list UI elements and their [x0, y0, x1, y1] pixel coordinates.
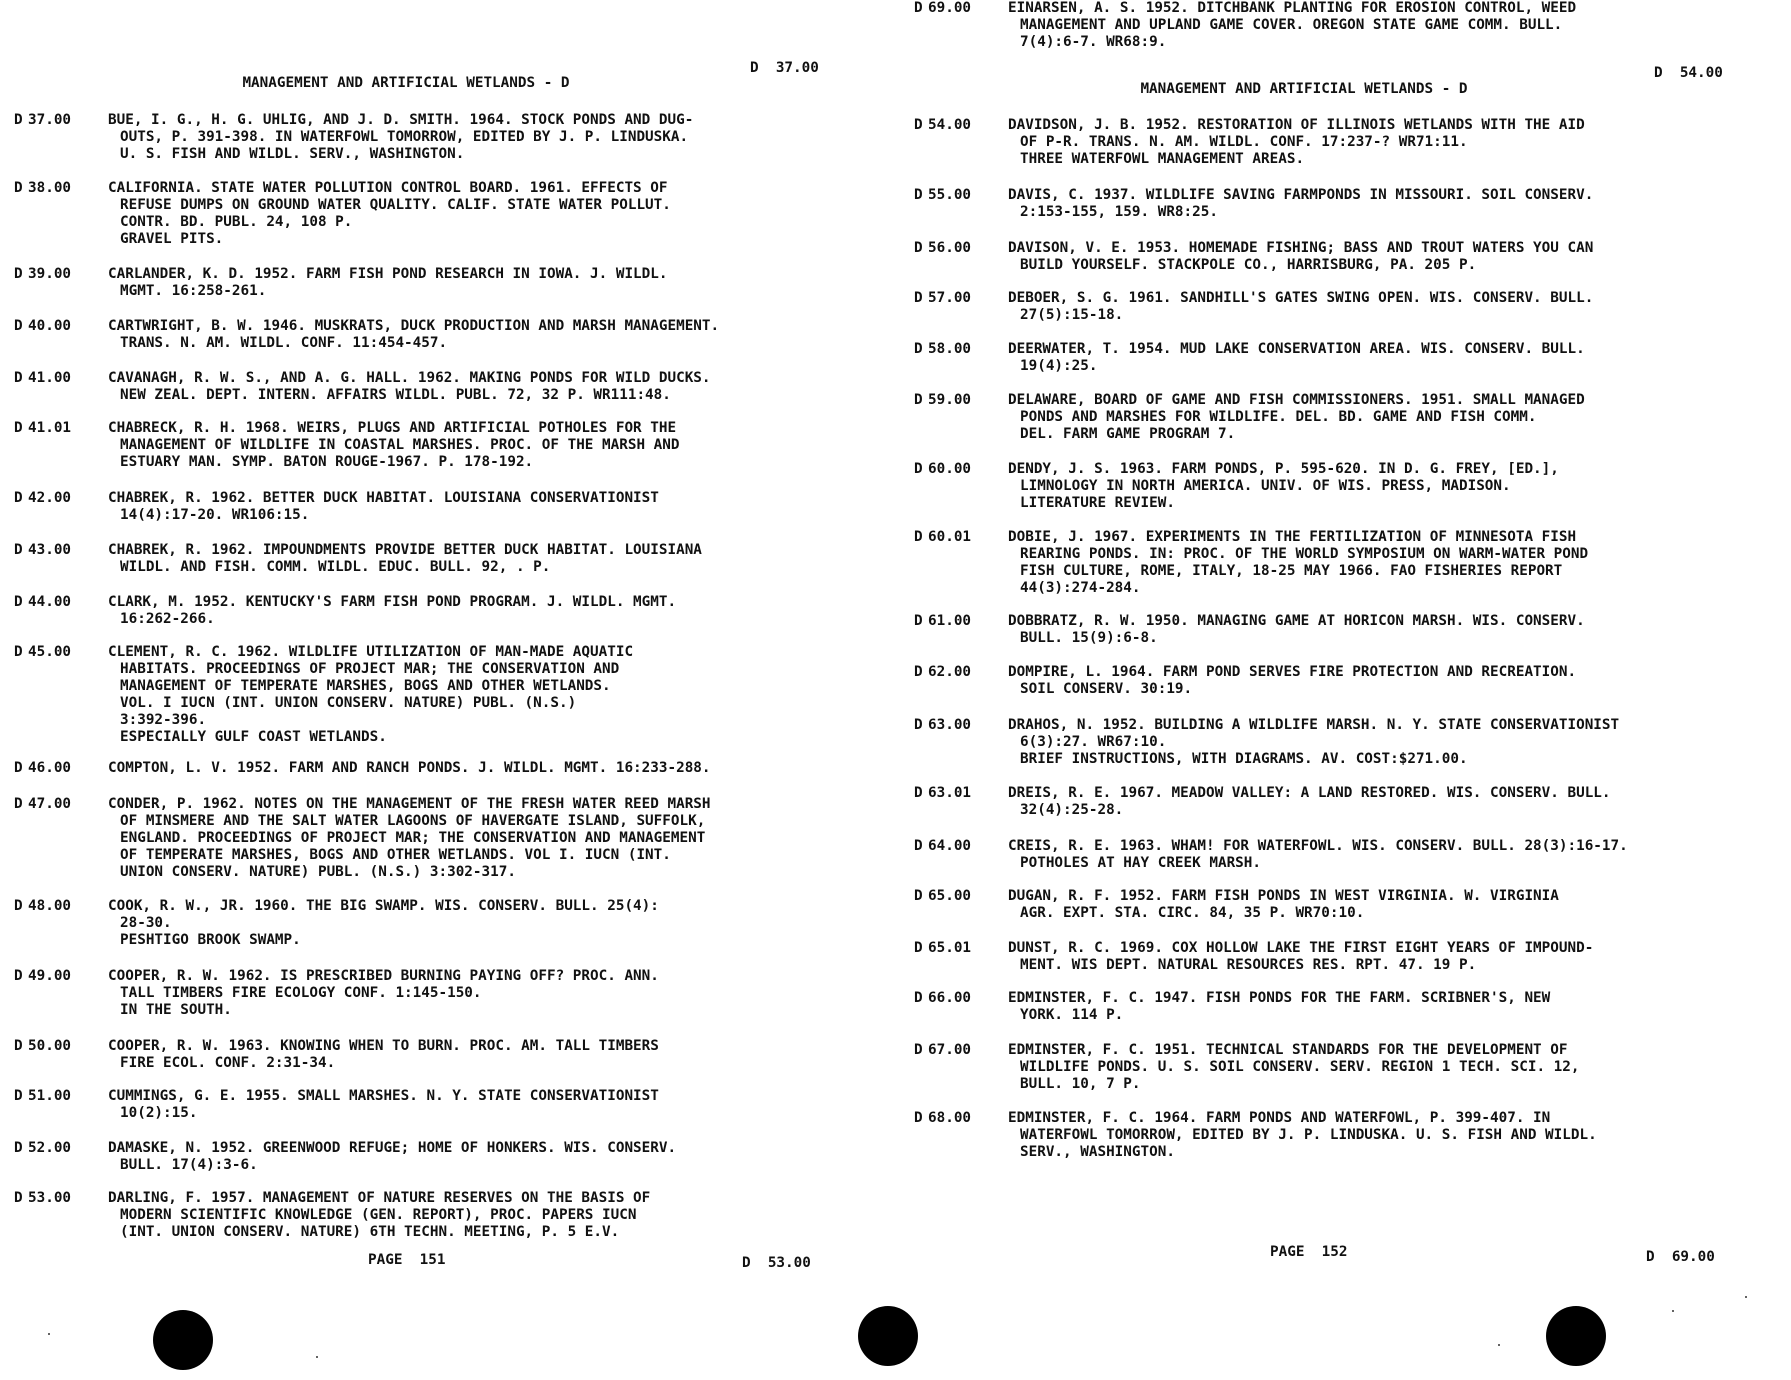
citation-line: CONDER, P. 1962. NOTES ON THE MANAGEMENT OF THE FRESH WATER REED MARSH: [108, 796, 711, 812]
entry-citation: [108, 266, 667, 300]
entry-number: 64.00: [928, 838, 972, 854]
entry-number: 50.00: [28, 1038, 72, 1054]
entry-section-mark: D: [14, 1088, 23, 1104]
citation-line: CUMMINGS, G. E. 1955. SMALL MARSHES. N. Y. STATE CONSERVATIONIST: [108, 1088, 659, 1104]
entry-section-mark: D: [914, 240, 923, 256]
entry-section-mark: D: [14, 594, 23, 610]
citation-line: COOPER, R. W. 1963. KNOWING WHEN TO BURN. PROC. AM. TALL TIMBERS: [108, 1038, 659, 1054]
entry-section-mark: D: [14, 266, 23, 282]
scan-speck: [1498, 1344, 1500, 1346]
entry-citation: [1008, 240, 1593, 274]
entry-section-mark: D: [14, 760, 23, 776]
binder-hole-center: [858, 1306, 918, 1366]
citation-line: DOBIE, J. 1967. EXPERIMENTS IN THE FERTILIZATION OF MINNESOTA FISH: [1008, 529, 1577, 545]
citation-line: DOBBRATZ, R. W. 1950. MANAGING GAME AT HORICON MARSH. WIS. CONSERV.: [1008, 613, 1585, 629]
entry-section-mark: D: [914, 940, 923, 956]
citation-line: EINARSEN, A. S. 1952. DITCHBANK PLANTING FOR EROSION CONTROL, WEED: [1008, 0, 1577, 16]
entry-section-mark: D: [914, 290, 923, 306]
entry-citation: [108, 1038, 659, 1072]
entry-number: 55.00: [928, 187, 972, 203]
entry-number: 45.00: [28, 644, 72, 660]
left-header-title: MANAGEMENT AND ARTIFICIAL WETLANDS - D: [242, 75, 570, 91]
citation-note: THREE WATERFOWL MANAGEMENT AREAS.: [1020, 151, 1305, 167]
right-page-header: [1106, 64, 1468, 97]
scan-speck: [1745, 1296, 1747, 1298]
entry-citation: [108, 1140, 676, 1174]
citation-line: TALL TIMBERS FIRE ECOLOGY CONF. 1:145-150.: [120, 985, 482, 1001]
entry-number: 48.00: [28, 898, 72, 914]
citation-line: DARLING, F. 1957. MANAGEMENT OF NATURE RESERVES ON THE BASIS OF: [108, 1190, 651, 1206]
citation-line: CARTWRIGHT, B. W. 1946. MUSKRATS, DUCK PRODUCTION AND MARSH MANAGEMENT.: [108, 318, 720, 334]
citation-line: SERV., WASHINGTON.: [1020, 1144, 1175, 1160]
entry-number: 41.01: [28, 420, 72, 436]
entry-section-mark: D: [14, 796, 23, 812]
entry-citation: [1008, 1042, 1579, 1093]
citation-line: MANAGEMENT OF WILDLIFE IN COASTAL MARSHES. PROC. OF THE MARSH AND: [120, 437, 680, 453]
citation-line: SOIL CONSERV. 30:19.: [1020, 681, 1193, 697]
entry-number: 38.00: [28, 180, 72, 196]
entry-citation: [108, 420, 679, 471]
citation-line: DAMASKE, N. 1952. GREENWOOD REFUGE; HOME OF HONKERS. WIS. CONSERV.: [108, 1140, 677, 1156]
citation-line: DRAHOS, N. 1952. BUILDING A WILDLIFE MARSH. N. Y. STATE CONSERVATIONIST: [1008, 717, 1620, 733]
citation-line: COOPER, R. W. 1962. IS PRESCRIBED BURNING PAYING OFF? PROC. ANN.: [108, 968, 659, 984]
citation-line: BUILD YOURSELF. STACKPOLE CO., HARRISBURG, PA. 205 P.: [1020, 257, 1477, 273]
citation-note: PESHTIGO BROOK SWAMP.: [120, 932, 301, 948]
entry-section-mark: D: [14, 112, 23, 128]
entry-citation: [108, 760, 711, 777]
citation-line: (INT. UNION CONSERV. NATURE) 6TH TECHN. MEETING, P. 5 E.V.: [120, 1224, 620, 1240]
entry-section-mark: D: [14, 318, 23, 334]
citation-line: 27(5):15-18.: [1020, 307, 1124, 323]
citation-line: DUNST, R. C. 1969. COX HOLLOW LAKE THE FIRST EIGHT YEARS OF IMPOUND-: [1008, 940, 1594, 956]
citation-line: DOMPIRE, L. 1964. FARM POND SERVES FIRE PROTECTION AND RECREATION.: [1008, 664, 1577, 680]
citation-line: FISH CULTURE, ROME, ITALY, 18-25 MAY 1966. FAO FISHERIES REPORT: [1020, 563, 1563, 579]
entry-section-mark: D: [14, 644, 23, 660]
citation-line: DAVIS, C. 1937. WILDLIFE SAVING FARMPONDS IN MISSOURI. SOIL CONSERV.: [1008, 187, 1594, 203]
right-footer-code: D 69.00: [1646, 1249, 1715, 1265]
citation-line: 16:262-266.: [120, 611, 215, 627]
entry-section-mark: D: [14, 370, 23, 386]
citation-line: EDMINSTER, F. C. 1951. TECHNICAL STANDARDS FOR THE DEVELOPMENT OF: [1008, 1042, 1568, 1058]
entry-number: 69.00: [928, 0, 972, 16]
citation-line: CHABREK, R. 1962. BETTER DUCK HABITAT. LOUISIANA CONSERVATIONIST: [108, 490, 659, 506]
right-header-title: MANAGEMENT AND ARTIFICIAL WETLANDS - D: [1140, 81, 1468, 97]
scan-speck: [316, 1356, 318, 1358]
entry-section-mark: D: [914, 785, 923, 801]
citation-line: 19(4):25.: [1020, 358, 1098, 374]
entry-number: 53.00: [28, 1190, 72, 1206]
citation-line: U. S. FISH AND WILDL. SERV., WASHINGTON.: [120, 146, 465, 162]
right-header-code: D 54.00: [1654, 65, 1723, 81]
entry-number: 67.00: [928, 1042, 972, 1058]
entry-number: 39.00: [28, 266, 72, 282]
binder-hole-left: [153, 1310, 213, 1370]
entry-citation: [1008, 613, 1585, 647]
entry-citation: [1008, 717, 1619, 768]
entry-number: 47.00: [28, 796, 72, 812]
entry-citation: [108, 542, 702, 576]
right-footer-page: PAGE 152: [1270, 1244, 1348, 1260]
entry-section-mark: D: [914, 0, 923, 16]
entry-citation: [108, 1088, 659, 1122]
entry-citation: [108, 796, 711, 881]
citation-line: HABITATS. PROCEEDINGS OF PROJECT MAR; THE CONSERVATION AND: [120, 661, 620, 677]
citation-line: ENGLAND. PROCEEDINGS OF PROJECT MAR; THE CONSERVATION AND MANAGEMENT: [120, 830, 706, 846]
entry-citation: [108, 318, 719, 352]
citation-line: CAVANAGH, R. W. S., AND A. G. HALL. 1962. MAKING PONDS FOR WILD DUCKS.: [108, 370, 711, 386]
entry-citation: [108, 968, 659, 1019]
entry-number: 65.01: [928, 940, 972, 956]
citation-line: 3:392-396.: [120, 712, 207, 728]
entry-section-mark: D: [14, 542, 23, 558]
citation-line: OF TEMPERATE MARSHES, BOGS AND OTHER WETLANDS. VOL I. IUCN (INT.: [120, 847, 671, 863]
entry-number: 43.00: [28, 542, 72, 558]
citation-line: 44(3):274-284.: [1020, 580, 1141, 596]
entry-section-mark: D: [914, 392, 923, 408]
entry-citation: [1008, 290, 1593, 324]
entry-section-mark: D: [14, 420, 23, 436]
entry-number: 37.00: [28, 112, 72, 128]
citation-line: 7(4):6-7. WR68:9.: [1020, 34, 1167, 50]
entry-citation: [1008, 838, 1628, 872]
entry-number: 60.01: [928, 529, 972, 545]
citation-line: EDMINSTER, F. C. 1964. FARM PONDS AND WATERFOWL, P. 399-407. IN: [1008, 1110, 1551, 1126]
entry-citation: [1008, 785, 1611, 819]
citation-line: WILDLIFE PONDS. U. S. SOIL CONSERV. SERV. REGION 1 TECH. SCI. 12,: [1020, 1059, 1580, 1075]
citation-line: UNION CONSERV. NATURE) PUBL. (N.S.) 3:302-317.: [120, 864, 516, 880]
entry-section-mark: D: [14, 1190, 23, 1206]
citation-line: FIRE ECOL. CONF. 2:31-34.: [120, 1055, 336, 1071]
entry-citation: [108, 594, 676, 628]
entry-section-mark: D: [914, 529, 923, 545]
citation-note: BRIEF INSTRUCTIONS, WITH DIAGRAMS. AV. COST:$271.00.: [1020, 751, 1468, 767]
entry-number: 49.00: [28, 968, 72, 984]
citation-line: OF P-R. TRANS. N. AM. WILDL. CONF. 17:237-? WR71:11.: [1020, 134, 1468, 150]
citation-line: BULL. 10, 7 P.: [1020, 1076, 1141, 1092]
citation-line: OUTS, P. 391-398. IN WATERFOWL TOMORROW, EDITED BY J. P. LINDUSKA.: [120, 129, 689, 145]
citation-line: 28-30.: [120, 915, 172, 931]
entry-citation: [1008, 664, 1576, 698]
citation-line: OF MINSMERE AND THE SALT WATER LAGOONS OF HAVERGATE ISLAND, SUFFOLK,: [120, 813, 706, 829]
entry-section-mark: D: [914, 717, 923, 733]
citation-line: NEW ZEAL. DEPT. INTERN. AFFAIRS WILDL. PUBL. 72, 32 P. WR111:48.: [120, 387, 671, 403]
left-footer-page: PAGE 151: [368, 1252, 446, 1268]
entry-number: 56.00: [928, 240, 972, 256]
entry-citation: [1008, 461, 1559, 512]
entry-section-mark: D: [914, 990, 923, 1006]
citation-line: 2:153-155, 159. WR8:25.: [1020, 204, 1218, 220]
citation-line: CARLANDER, K. D. 1952. FARM FISH POND RESEARCH IN IOWA. J. WILDL.: [108, 266, 668, 282]
entry-section-mark: D: [914, 1110, 923, 1126]
citation-line: YORK. 114 P.: [1020, 1007, 1124, 1023]
citation-line: DENDY, J. S. 1963. FARM PONDS, P. 595-620. IN D. G. FREY, [ED.],: [1008, 461, 1559, 477]
entry-section-mark: D: [14, 898, 23, 914]
entry-number: 44.00: [28, 594, 72, 610]
entry-number: 58.00: [928, 341, 972, 357]
citation-line: MODERN SCIENTIFIC KNOWLEDGE (GEN. REPORT), PROC. PAPERS IUCN: [120, 1207, 637, 1223]
citation-line: PONDS AND MARSHES FOR WILDLIFE. DEL. BD. GAME AND FISH COMM.: [1020, 409, 1537, 425]
entry-number: 54.00: [928, 117, 972, 133]
entry-number: 60.00: [928, 461, 972, 477]
citation-line: LIMNOLOGY IN NORTH AMERICA. UNIV. OF WIS. PRESS, MADISON.: [1020, 478, 1511, 494]
citation-line: COOK, R. W., JR. 1960. THE BIG SWAMP. WIS. CONSERV. BULL. 25(4):: [108, 898, 659, 914]
citation-line: VOL. I IUCN (INT. UNION CONSERV. NATURE) PUBL. (N.S.): [120, 695, 577, 711]
citation-note: ESPECIALLY GULF COAST WETLANDS.: [120, 729, 387, 745]
citation-line: DUGAN, R. F. 1952. FARM FISH PONDS IN WEST VIRGINIA. W. VIRGINIA: [1008, 888, 1559, 904]
entry-number: 57.00: [928, 290, 972, 306]
entry-number: 68.00: [928, 1110, 972, 1126]
citation-line: CONTR. BD. PUBL. 24, 108 P.: [120, 214, 353, 230]
entry-citation: [108, 1190, 650, 1241]
entry-number: 66.00: [928, 990, 972, 1006]
entry-citation: [108, 644, 633, 746]
binder-hole-right: [1546, 1306, 1606, 1366]
citation-line: ESTUARY MAN. SYMP. BATON ROUGE-1967. P. 178-192.: [120, 454, 534, 470]
entry-citation: [1008, 1110, 1597, 1161]
entry-number: 62.00: [928, 664, 972, 680]
citation-line: REARING PONDS. IN: PROC. OF THE WORLD SYMPOSIUM ON WARM-WATER POND: [1020, 546, 1589, 562]
left-footer-code: D 53.00: [742, 1255, 811, 1271]
left-page-header: [208, 58, 570, 91]
entry-section-mark: D: [14, 1038, 23, 1054]
entry-citation: [1008, 341, 1585, 375]
entry-section-mark: D: [914, 1042, 923, 1058]
entry-number: 40.00: [28, 318, 72, 334]
citation-line: COMPTON, L. V. 1952. FARM AND RANCH PONDS. J. WILDL. MGMT. 16:233-288.: [108, 760, 711, 776]
citation-line: CHABREK, R. 1962. IMPOUNDMENTS PROVIDE BETTER DUCK HABITAT. LOUISIANA: [108, 542, 702, 558]
entry-section-mark: D: [914, 461, 923, 477]
citation-line: BULL. 17(4):3-6.: [120, 1157, 258, 1173]
citation-line: DAVISON, V. E. 1953. HOMEMADE FISHING; BASS AND TROUT WATERS YOU CAN: [1008, 240, 1594, 256]
entry-number: 42.00: [28, 490, 72, 506]
citation-line: DEL. FARM GAME PROGRAM 7.: [1020, 426, 1236, 442]
citation-line: CREIS, R. E. 1963. WHAM! FOR WATERFOWL. WIS. CONSERV. BULL. 28(3):16-17.: [1008, 838, 1628, 854]
entry-number: 52.00: [28, 1140, 72, 1156]
entry-citation: [1008, 888, 1559, 922]
entry-section-mark: D: [914, 341, 923, 357]
citation-line: AGR. EXPT. STA. CIRC. 84, 35 P. WR70:10.: [1020, 905, 1365, 921]
entry-section-mark: D: [914, 838, 923, 854]
entry-citation: [108, 370, 711, 404]
scan-speck: [48, 1333, 50, 1335]
entry-number: 46.00: [28, 760, 72, 776]
citation-line: MENT. WIS DEPT. NATURAL RESOURCES RES. RPT. 47. 19 P.: [1020, 957, 1477, 973]
citation-line: MGMT. 16:258-261.: [120, 283, 267, 299]
entry-section-mark: D: [914, 613, 923, 629]
citation-line: WILDL. AND FISH. COMM. WILDL. EDUC. BULL. 92, . P.: [120, 559, 551, 575]
entry-number: 51.00: [28, 1088, 72, 1104]
entry-section-mark: D: [914, 664, 923, 680]
entry-number: 59.00: [928, 392, 972, 408]
citation-line: 32(4):25-28.: [1020, 802, 1124, 818]
citation-line: BUE, I. G., H. G. UHLIG, AND J. D. SMITH. 1964. STOCK PONDS AND DUG-: [108, 112, 694, 128]
entry-citation: [108, 898, 659, 949]
citation-note: IN THE SOUTH.: [120, 1002, 232, 1018]
entry-number: 65.00: [928, 888, 972, 904]
entry-section-mark: D: [14, 490, 23, 506]
citation-line: 6(3):27. WR67:10.: [1020, 734, 1167, 750]
citation-line: MANAGEMENT AND UPLAND GAME COVER. OREGON STATE GAME COMM. BULL.: [1020, 17, 1563, 33]
entry-citation: [1008, 0, 1576, 51]
citation-line: CLEMENT, R. C. 1962. WILDLIFE UTILIZATION OF MAN-MADE AQUATIC: [108, 644, 634, 660]
entry-number: 63.00: [928, 717, 972, 733]
citation-line: DREIS, R. E. 1967. MEADOW VALLEY: A LAND RESTORED. WIS. CONSERV. BULL.: [1008, 785, 1611, 801]
entry-section-mark: D: [914, 888, 923, 904]
entry-number: 63.01: [928, 785, 972, 801]
citation-line: REFUSE DUMPS ON GROUND WATER QUALITY. CALIF. STATE WATER POLLUT.: [120, 197, 671, 213]
citation-line: DEBOER, S. G. 1961. SANDHILL'S GATES SWING OPEN. WIS. CONSERV. BULL.: [1008, 290, 1594, 306]
entry-citation: [108, 490, 659, 524]
entry-number: 41.00: [28, 370, 72, 386]
citation-line: DAVIDSON, J. B. 1952. RESTORATION OF ILLINOIS WETLANDS WITH THE AID: [1008, 117, 1585, 133]
citation-note: GRAVEL PITS.: [120, 231, 224, 247]
citation-line: EDMINSTER, F. C. 1947. FISH PONDS FOR THE FARM. SCRIBNER'S, NEW: [1008, 990, 1551, 1006]
citation-line: MANAGEMENT OF TEMPERATE MARSHES, BOGS AND OTHER WETLANDS.: [120, 678, 611, 694]
entry-citation: [1008, 392, 1585, 443]
citation-note: LITERATURE REVIEW.: [1020, 495, 1175, 511]
entry-citation: [1008, 940, 1593, 974]
citation-line: CLARK, M. 1952. KENTUCKY'S FARM FISH POND PROGRAM. J. WILDL. MGMT.: [108, 594, 677, 610]
citation-line: BULL. 15(9):6-8.: [1020, 630, 1158, 646]
citation-line: CHABRECK, R. H. 1968. WEIRS, PLUGS AND ARTIFICIAL POTHOLES FOR THE: [108, 420, 677, 436]
citation-line: CALIFORNIA. STATE WATER POLLUTION CONTROL BOARD. 1961. EFFECTS OF: [108, 180, 668, 196]
citation-line: 14(4):17-20. WR106:15.: [120, 507, 310, 523]
entry-section-mark: D: [14, 968, 23, 984]
entry-section-mark: D: [14, 180, 23, 196]
citation-line: DELAWARE, BOARD OF GAME AND FISH COMMISSIONERS. 1951. SMALL MANAGED: [1008, 392, 1585, 408]
citation-line: DEERWATER, T. 1954. MUD LAKE CONSERVATION AREA. WIS. CONSERV. BULL.: [1008, 341, 1585, 357]
entry-citation: [1008, 117, 1585, 168]
scan-speck: [1672, 1310, 1674, 1312]
entry-citation: [1008, 990, 1550, 1024]
left-header-code: D 37.00: [750, 60, 819, 76]
entry-section-mark: D: [14, 1140, 23, 1156]
citation-line: WATERFOWL TOMORROW, EDITED BY J. P. LINDUSKA. U. S. FISH AND WILDL.: [1020, 1127, 1597, 1143]
entry-number: 61.00: [928, 613, 972, 629]
citation-line: 10(2):15.: [120, 1105, 198, 1121]
entry-citation: [1008, 187, 1593, 221]
citation-note: POTHOLES AT HAY CREEK MARSH.: [1020, 855, 1262, 871]
entry-section-mark: D: [914, 117, 923, 133]
entry-section-mark: D: [914, 187, 923, 203]
entry-citation: [108, 180, 671, 248]
entry-citation: [108, 112, 693, 163]
citation-line: TRANS. N. AM. WILDL. CONF. 11:454-457.: [120, 335, 448, 351]
entry-citation: [1008, 529, 1588, 597]
